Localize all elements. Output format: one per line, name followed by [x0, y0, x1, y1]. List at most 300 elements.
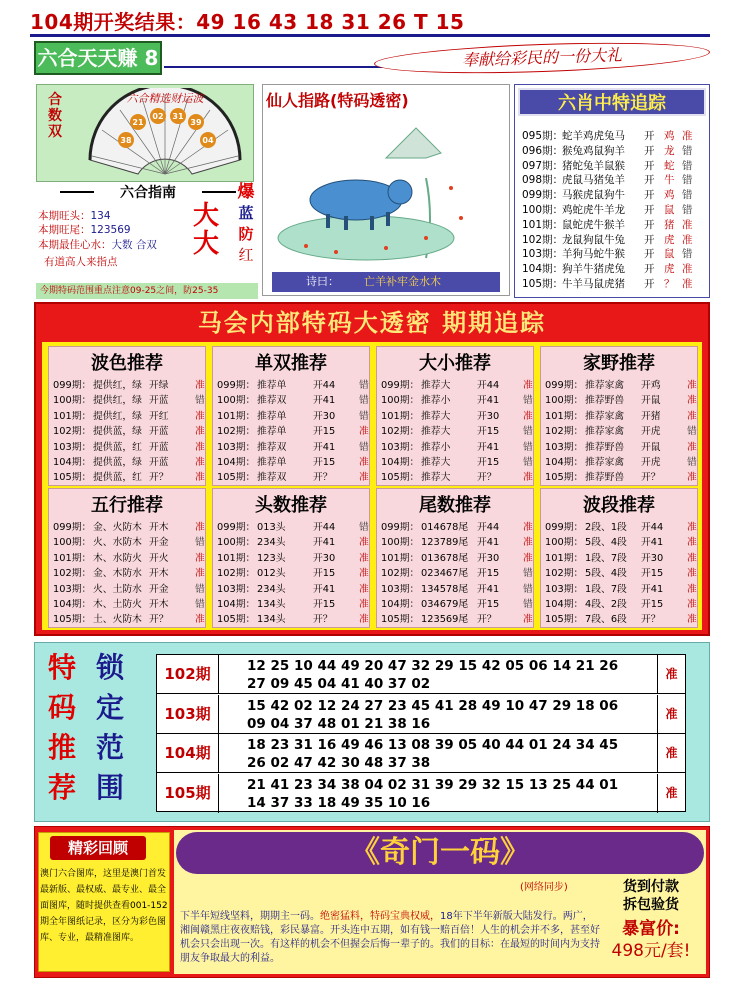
prediction-verdict: 准: [687, 441, 697, 453]
lock-row: [157, 734, 685, 773]
fan-ball-label-3: 02: [152, 112, 164, 121]
prediction-verdict: 准: [359, 537, 369, 549]
prediction-choice: 提供蓝，红: [93, 441, 142, 453]
prediction-choice: 134头: [257, 614, 286, 626]
fan-illustration: [80, 88, 250, 180]
zodiac-signs: 虎鼠马猪兔羊: [562, 174, 625, 187]
prediction-choice: 推荐野兽: [585, 395, 625, 407]
guide-title: 六合指南: [60, 182, 236, 202]
draw-result: 104期开奖结果：49 16 43 18 31 26 T 15: [30, 10, 465, 34]
prediction-outcome: 开？: [477, 472, 497, 484]
color-hint-column: [232, 182, 260, 266]
prediction-period: 099期：: [53, 522, 92, 533]
prediction-verdict: 准: [359, 457, 369, 468]
zodiac-row: [522, 261, 693, 276]
prediction-period: 103期：: [217, 583, 256, 595]
prediction-outcome: 开44: [313, 380, 336, 391]
prediction-outcome: 开15: [477, 568, 500, 580]
zodiac-open: 开: [644, 159, 655, 172]
guide-label: 本期旺尾：: [38, 224, 91, 236]
zodiac-result: 准: [682, 218, 693, 231]
prediction-period: 100期：: [381, 395, 420, 407]
guide-value: 134: [90, 210, 111, 222]
lock-heading-char: 码: [48, 691, 77, 724]
prediction-verdict: 错: [523, 568, 533, 580]
lock-numbers-line: 26 02 47 42 30 48 37 38: [247, 755, 431, 771]
prediction-outcome: 开30: [313, 552, 336, 564]
zodiac-open: 开: [644, 278, 655, 290]
prediction-choice: 木、水防火: [93, 552, 142, 564]
zodiac-period: 095期：: [522, 130, 564, 142]
prediction-verdict: 准: [687, 583, 697, 595]
prediction-period: 105期：: [545, 472, 584, 484]
prediction-period: 099期：: [381, 380, 420, 391]
prediction-period: 100期：: [217, 395, 256, 407]
prediction-period: 100期：: [545, 395, 584, 407]
price-value: 498元/套!: [611, 941, 691, 961]
range-notice: 今期特码范围重点注意09-25之间，防25-35: [36, 283, 258, 299]
prediction-outcome: 开木: [149, 599, 169, 610]
prediction-choice: 1段、7段: [585, 552, 627, 564]
guide-label: 本期旺头：: [38, 210, 91, 222]
prediction-outcome: 开火: [149, 552, 169, 564]
prediction-choice: 推荐野兽: [585, 441, 625, 453]
prediction-period: 099期：: [217, 380, 256, 391]
prediction-choice: 013头: [257, 522, 286, 533]
prediction-period: 105期：: [545, 614, 584, 626]
zodiac-value: 虎: [664, 263, 675, 276]
zodiac-period: 097期：: [522, 159, 564, 172]
prediction-choice: 014678尾: [421, 522, 469, 533]
prediction-period: 104期：: [217, 599, 256, 610]
prediction-choice: 提供蓝，绿: [93, 426, 142, 438]
prediction-outcome: 开41: [641, 583, 664, 595]
prediction-choice: 5段、4段: [585, 568, 627, 580]
zodiac-signs: 鼠蛇虎牛猴羊: [562, 218, 625, 231]
prediction-choice: 推荐小: [421, 395, 451, 407]
zodiac-result: 错: [682, 248, 693, 261]
prediction-verdict: 错: [523, 599, 533, 610]
prediction-choice: 推荐大: [421, 380, 451, 391]
net-sync-note: (网络同步): [520, 882, 568, 893]
zodiac-result: 准: [682, 233, 693, 246]
prediction-verdict: 错: [359, 441, 369, 453]
prediction-period: 103期：: [545, 441, 584, 453]
prediction-choice: 推荐野兽: [585, 472, 625, 484]
prediction-outcome: 开鼠: [641, 395, 661, 407]
prediction-verdict: 准: [195, 614, 205, 626]
prediction-choice: 推荐家禽: [585, 457, 625, 468]
prediction-period: 104期：: [53, 599, 92, 610]
prediction-outcome: 开虎: [641, 426, 661, 438]
header-divider: [30, 34, 710, 37]
zodiac-row: [522, 276, 693, 291]
prediction-verdict: 准: [687, 552, 697, 564]
prediction-choice: 推荐小: [421, 441, 451, 453]
prediction-period: 104期：: [217, 457, 256, 468]
prediction-period: 103期：: [53, 583, 92, 595]
prediction-verdict: 错: [687, 457, 697, 468]
color-hint-char: 蓝: [238, 204, 254, 222]
prediction-choice: 推荐大: [421, 410, 451, 422]
prediction-choice: 4段、2段: [585, 599, 627, 610]
qimen-rest: 18年下半年新版大陆发行。两广，湘闽赣黑庄夜夜赔钱，彩民暴富。开头连中五期，如有钱一赔百倍！人生的机会并不多，甚至好机会只会出现一次。有这样的机会不但握会后悔一辈子的。我们的目标：在最短的时间内为支持朋友争取最大的利益。: [180, 911, 600, 964]
prediction-period: 103期：: [217, 441, 256, 453]
poem-bar: [272, 272, 500, 292]
prediction-period: 102期：: [217, 426, 256, 438]
zodiac-row: [522, 158, 693, 173]
price-label: 暴富价:: [622, 919, 680, 939]
prediction-period: 100期：: [381, 537, 420, 549]
prediction-outcome: 开15: [313, 568, 336, 580]
zodiac-period: 103期：: [522, 248, 564, 261]
prediction-outcome: 开41: [477, 441, 500, 453]
prediction-verdict: 准: [359, 568, 369, 580]
zodiac-signs: 狗羊牛猪虎兔: [562, 263, 625, 276]
prediction-choice: 推荐双: [257, 395, 287, 407]
guide-line-tail: [38, 222, 131, 237]
prediction-outcome: 开41: [313, 395, 336, 407]
zodiac-open: 开: [644, 130, 655, 142]
lock-heading-char: 锁: [96, 651, 125, 684]
zodiac-value: 鼠: [664, 204, 675, 216]
zodiac-period: 099期：: [522, 189, 564, 202]
prediction-outcome: 开41: [313, 441, 336, 453]
prediction-choice: 134578尾: [421, 583, 469, 595]
fan-ball-label-4: 31: [172, 112, 184, 121]
lock-mark: 准: [657, 695, 685, 733]
zodiac-row: [522, 217, 693, 232]
lock-period: 102期: [157, 655, 219, 693]
prediction-verdict: 准: [195, 568, 205, 580]
guide-hint: 有道高人来指点: [44, 256, 118, 268]
prediction-period: 102期：: [545, 426, 584, 438]
prediction-verdict: 准: [687, 522, 697, 533]
zodiac-title: 六肖中特追踪: [518, 88, 706, 116]
prediction-verdict: 准: [359, 599, 369, 610]
prediction-outcome: 开木: [149, 522, 169, 533]
prediction-outcome: 开金: [149, 583, 169, 595]
prediction-period: 101期：: [545, 552, 584, 564]
color-hint-char: 爆: [237, 182, 255, 202]
prediction-period: 101期：: [381, 552, 420, 564]
prediction-verdict: 准: [195, 457, 205, 468]
review-text: 澳门六合图库，这里是澳门首发最新版、最权威、最专业、最全面图库，随时提供查看001-152期全年图纸记录，区分为彩色图库、专业，最精准图库。: [40, 869, 168, 943]
prediction-outcome: 开15: [313, 457, 336, 468]
zodiac-open: 开: [644, 263, 655, 276]
guide-line-best: [38, 237, 157, 252]
zodiac-signs: 牛羊马鼠虎猪: [562, 278, 625, 290]
prediction-outcome: 开41: [477, 537, 500, 549]
zodiac-row: [522, 232, 693, 247]
zodiac-value: 鼠: [664, 248, 675, 261]
prediction-verdict: 准: [195, 410, 205, 422]
prediction-outcome: 开？: [641, 614, 661, 626]
zodiac-result: 错: [682, 144, 693, 157]
prediction-choice: 1段、7段: [585, 583, 627, 595]
guide-line-head: [38, 208, 111, 223]
prediction-choice: 金、火防木: [93, 522, 142, 533]
lock-period: 104期: [157, 734, 219, 772]
lock-heading-char: 范: [96, 731, 125, 764]
prediction-choice: 推荐单: [257, 457, 287, 468]
prediction-verdict: 准: [687, 380, 697, 391]
prediction-choice: 123789尾: [421, 537, 469, 549]
zodiac-value: 鸡: [664, 189, 675, 202]
prediction-verdict: 错: [195, 583, 205, 595]
prediction-outcome: 开鼠: [641, 441, 661, 453]
prediction-outcome: 开绿: [149, 380, 169, 391]
prediction-period: 102期：: [53, 426, 92, 438]
prediction-outcome: 开15: [477, 457, 500, 468]
prediction-card-title: 家野推荐: [583, 353, 655, 374]
prediction-period: 102期：: [381, 568, 420, 580]
zodiac-period: 100期：: [522, 204, 564, 216]
prediction-verdict: 准: [359, 614, 369, 626]
zodiac-open: 开: [644, 189, 655, 202]
big-characters: 大大: [192, 201, 219, 259]
zodiac-value: ？: [664, 278, 675, 290]
prediction-verdict: 准: [687, 568, 697, 580]
prediction-verdict: 错: [523, 583, 533, 595]
lock-numbers-line: 27 09 45 04 41 40 37 02: [247, 676, 431, 692]
qimen-banner: 《奇门一码》: [176, 832, 704, 874]
prediction-outcome: 开15: [313, 599, 336, 610]
lock-numbers: [247, 657, 647, 693]
zodiac-signs: 猴兔鸡鼠狗羊: [562, 144, 625, 157]
prediction-choice: 提供红，绿: [93, 380, 142, 391]
prediction-verdict: 错: [359, 380, 369, 391]
prediction-verdict: 准: [359, 472, 369, 484]
prediction-outcome: 开鸡: [641, 380, 661, 391]
edition-badge: 六合天天赚 8: [34, 41, 162, 75]
prediction-verdict: 准: [687, 599, 697, 610]
lock-heading-char: 围: [96, 771, 125, 804]
prediction-choice: 023467尾: [421, 568, 469, 580]
prediction-card-title: 波段推荐: [583, 495, 655, 516]
lock-mark: 准: [657, 655, 685, 693]
lock-heading-char: 推: [48, 731, 77, 764]
prediction-outcome: 开猪: [641, 410, 661, 422]
prediction-choice: 5段、4段: [585, 537, 627, 549]
zodiac-value: 猪: [664, 218, 675, 231]
prediction-outcome: 开15: [641, 599, 664, 610]
qimen-intro: 下半年短线坚料，期期主一码。: [180, 911, 320, 922]
fan-ball-label-5: 39: [190, 118, 202, 127]
lock-row: [157, 695, 685, 734]
prediction-card-title: 五行推荐: [91, 495, 163, 516]
cod-box: [600, 874, 702, 970]
zodiac-result: 错: [682, 174, 693, 187]
prediction-choice: 123569尾: [421, 614, 469, 626]
prediction-verdict: 准: [687, 395, 697, 407]
lock-heading-char: 特: [48, 651, 77, 684]
prediction-period: 101期：: [545, 410, 584, 422]
zodiac-open: 开: [644, 248, 655, 261]
prediction-period: 099期：: [545, 380, 584, 391]
prediction-verdict: 错: [359, 410, 369, 422]
prediction-outcome: 开蓝: [149, 426, 169, 438]
prediction-verdict: 错: [523, 441, 533, 453]
zodiac-result: 准: [682, 130, 693, 142]
zodiac-row: [522, 187, 693, 202]
prediction-period: 100期：: [53, 395, 92, 407]
prediction-verdict: 准: [523, 537, 533, 549]
prediction-card-title: 单双推荐: [255, 353, 327, 374]
prediction-period: 105期：: [53, 472, 92, 484]
lock-mark: 准: [657, 774, 685, 813]
zodiac-signs: 蛇羊鸡虎兔马: [562, 130, 625, 142]
prediction-period: 105期：: [381, 472, 420, 484]
prediction-outcome: 开15: [313, 426, 336, 438]
prediction-card: [212, 346, 370, 486]
prediction-outcome: 开？: [149, 472, 169, 484]
prediction-choice: 012头: [257, 568, 286, 580]
prediction-verdict: 准: [687, 614, 697, 626]
prediction-verdict: 准: [195, 426, 205, 438]
prediction-verdict: 准: [523, 522, 533, 533]
zodiac-signs: 马猴虎鼠狗牛: [562, 189, 625, 202]
prediction-period: 101期：: [217, 410, 256, 422]
prediction-card: [376, 488, 534, 628]
prediction-choice: 7段、6段: [585, 614, 627, 626]
prediction-choice: 推荐单: [257, 380, 287, 391]
prediction-outcome: 开30: [313, 410, 336, 422]
prediction-card-title: 大小推荐: [419, 353, 491, 374]
prediction-period: 100期：: [545, 537, 584, 549]
zodiac-open: 开: [644, 233, 655, 246]
prediction-choice: 134头: [257, 599, 286, 610]
prediction-outcome: 开44: [477, 522, 500, 533]
prediction-outcome: 开41: [641, 537, 664, 549]
poem-label: 诗曰：: [306, 275, 339, 288]
prediction-period: 100期：: [53, 537, 92, 549]
prediction-verdict: 准: [359, 426, 369, 438]
lock-mark: 准: [657, 734, 685, 772]
prediction-choice: 推荐单: [257, 410, 287, 422]
prediction-verdict: 准: [687, 410, 697, 422]
zodiac-row: [522, 202, 693, 217]
prediction-choice: 推荐大: [421, 457, 451, 468]
zodiac-period: 096期：: [522, 144, 564, 157]
prediction-card: [48, 488, 206, 628]
zodiac-result: 准: [682, 263, 693, 276]
zodiac-signs: 龙鼠狗鼠牛兔: [562, 233, 625, 246]
prediction-choice: 提供红，绿: [93, 410, 142, 422]
prediction-choice: 123头: [257, 552, 286, 564]
prediction-outcome: 开？: [313, 614, 333, 626]
lock-heading-char: 定: [96, 691, 125, 724]
prediction-outcome: 开虎: [641, 457, 661, 468]
lock-numbers: [247, 736, 647, 772]
prediction-period: 105期：: [53, 614, 92, 626]
prediction-choice: 推荐大: [421, 472, 451, 484]
fan-slogan: 六合精选财运波: [126, 92, 204, 105]
zodiac-signs: 猪蛇兔羊鼠猴: [562, 159, 625, 172]
prediction-verdict: 准: [523, 410, 533, 422]
prediction-outcome: 开41: [477, 583, 500, 595]
prediction-card-title: 波色推荐: [91, 353, 163, 374]
lock-row: [157, 655, 685, 694]
main-section-title: 马会内部特码大透密 期期追踪: [197, 308, 547, 337]
gift-banner: 奉献给彩民的一份大礼: [374, 38, 711, 78]
prediction-period: 099期：: [53, 380, 92, 391]
prediction-choice: 推荐家禽: [585, 380, 625, 391]
prediction-verdict: 错: [195, 599, 205, 610]
prediction-period: 104期：: [545, 457, 584, 468]
prediction-choice: 火、水防木: [93, 537, 142, 549]
prediction-outcome: 开44: [477, 380, 500, 391]
prediction-outcome: 开30: [477, 552, 500, 564]
zodiac-open: 开: [644, 144, 655, 157]
zodiac-row: [522, 128, 693, 143]
lock-numbers-line: 09 04 37 48 01 21 38 16: [247, 715, 431, 732]
prediction-verdict: 错: [523, 457, 533, 468]
zodiac-value: 蛇: [664, 159, 675, 172]
color-hint-char: 防: [238, 225, 254, 243]
prediction-verdict: 准: [195, 552, 205, 564]
prediction-period: 103期：: [545, 583, 584, 595]
zodiac-row: [522, 246, 693, 261]
prediction-verdict: 准: [195, 380, 205, 391]
zodiac-period: 101期：: [522, 218, 564, 231]
qimen-highlight: 绝密猛料，特码宝典权威，: [320, 911, 440, 922]
prediction-period: 103期：: [381, 441, 420, 453]
prediction-verdict: 准: [523, 552, 533, 564]
zodiac-result: 错: [682, 189, 693, 202]
zodiac-value: 牛: [664, 174, 675, 187]
prediction-period: 104期：: [381, 599, 420, 610]
prediction-choice: 2段、1段: [585, 522, 627, 533]
lock-numbers-line: 21 41 23 34 38 04 02 31 39 29 32 15 13 25 44 01: [247, 776, 619, 793]
lock-heading-char: 荐: [48, 771, 77, 804]
prediction-period: 104期：: [53, 457, 92, 468]
fan-ball-label-1: 38: [120, 136, 132, 145]
prediction-outcome: 开41: [313, 583, 336, 595]
cod-line: 拆包验货: [623, 897, 679, 913]
prediction-choice: 034679尾: [421, 599, 469, 610]
prediction-choice: 推荐双: [257, 472, 287, 484]
prediction-outcome: 开15: [641, 568, 664, 580]
prediction-verdict: 准: [359, 552, 369, 564]
prediction-outcome: 开15: [477, 426, 500, 438]
prediction-choice: 234头: [257, 537, 286, 549]
zodiac-result: 准: [682, 278, 693, 290]
prediction-choice: 提供蓝，绿: [93, 457, 142, 468]
prediction-card-title: 尾数推荐: [419, 495, 491, 516]
prediction-choice: 木、土防火: [93, 599, 142, 610]
prediction-period: 099期：: [217, 522, 256, 533]
guide-value: 大数 合双: [111, 239, 157, 251]
lock-row: [157, 774, 685, 813]
lock-numbers-line: 15 42 02 12 24 27 23 45 41 28 49 10 47 29 18 06: [247, 697, 619, 714]
zodiac-value: 鸡: [664, 130, 675, 142]
prediction-outcome: 开44: [641, 522, 664, 533]
prediction-verdict: 准: [195, 472, 205, 484]
prediction-verdict: 错: [359, 522, 369, 533]
prediction-choice: 234头: [257, 583, 286, 595]
poem-text: 亡羊补牢金水木: [364, 275, 441, 288]
fan-ball-label-2: 21: [132, 118, 144, 127]
prediction-period: 102期：: [53, 568, 92, 580]
prediction-outcome: 开木: [149, 568, 169, 580]
prediction-verdict: 准: [195, 522, 205, 533]
prediction-choice: 提供红，绿: [93, 395, 142, 407]
prediction-card: [540, 488, 698, 628]
lock-numbers-line: 12 25 10 44 49 20 47 32 29 15 42 05 06 14 21 26: [247, 658, 619, 674]
prediction-verdict: 准: [523, 614, 533, 626]
qimen-text: [180, 910, 600, 966]
